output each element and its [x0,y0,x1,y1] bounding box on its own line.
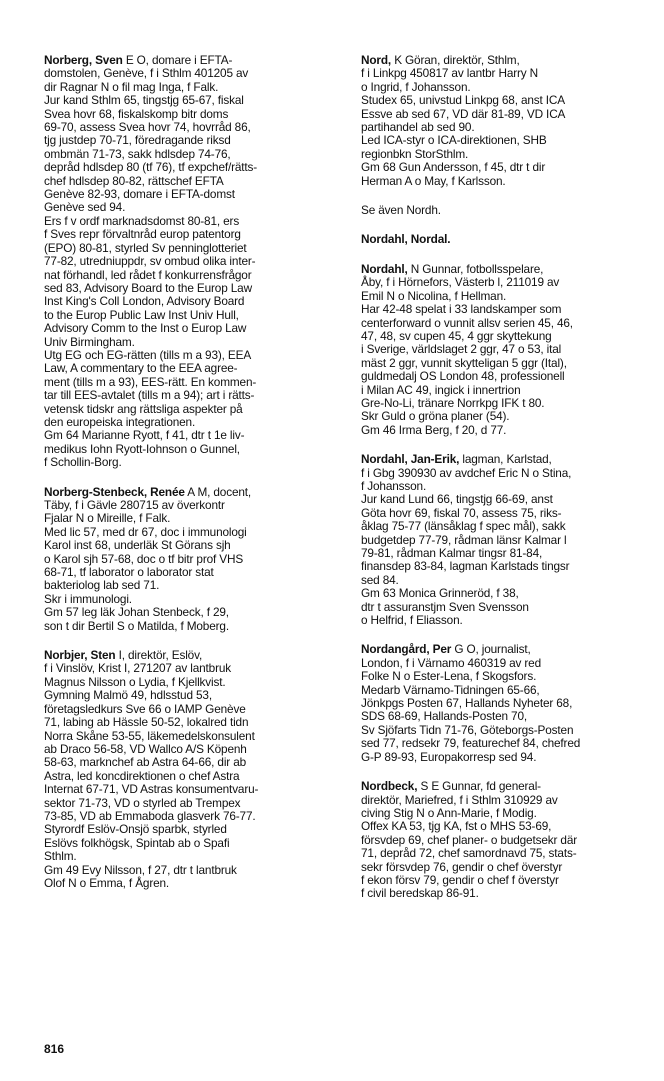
entry-line: Advisory Comm to the Inst o Europ Law [44,321,247,336]
entry-line: Skr i immunologi. [44,591,132,606]
entry-line: o Helfrid, f Eliasson. [361,613,463,628]
entry-line: chef hdlsdep 80-82, rättschef EFTA [44,173,224,188]
entry-line: 71, depråd 72, chef samordnavd 75, stats- [361,846,577,861]
entry-line: to the Europ Public Law Inst Univ Hull, [44,307,239,322]
entry-name: Nord, [361,53,392,67]
entry-line: tjg justdep 70-71, föredragande riksd [44,133,231,148]
entry-line: nat förhandl, led rådet f konkurrensfrågor [44,267,252,282]
cross-reference [361,204,651,217]
entry-line: 79-81, rådman Kalmar tingsr 81-84, [361,546,543,560]
entry-line: bakteriolog lab sed 71. [44,578,160,593]
entry-line: SDS 68-69, Hallands-Posten 70, [361,709,527,724]
biography-entry: Norbjer, Sten I, direktör, Eslöv, f i Vinslöv, Krist I, 271207 av lantbruk Magnus Nilsson o Lydia, f Kjellkvist. Gymning Malmö 49, hdlsstud 53, företagsledkurs Sve 66 o IAMP Genève 71, labing ab Hässle 50-52, lokalred tidn Norra Skåne 53-55, läkemedelskonsulent ab Draco 56-58, VD Wallco A/S Köpenh 58-63, marknchef ab Astra 64-66, dir ab Astra, led koncdirektionen o chef Astra Internat 67-71, VD Astras konsumentvaru- sektor 71-73, VD o styrled ab Trempex 73-85, VD ab Emmaboda glasverk 76-77. Styrordf Eslöv-Onsjö sparbk, styrled Eslövs folkhögsk, Spintab ab o Spafi Sthlm. Gm 49 Evy Nilsson, f 27, dtr t lantbruk Olof N o Emma, f Ågren. [44,649,344,890]
entry-line: 73-85, VD ab Emmaboda glasverk 76-77. [44,808,256,823]
entry-line: ab Draco 56-58, VD Wallco A/S Köpenh [44,741,247,756]
entry-line: försvdep 69, chef planer- o budgetsekr där [361,832,578,847]
entry-line: 71, labing ab Hässle 50-52, lokalred tidn [44,715,249,730]
entry-line: Gm 68 Gun Andersson, f 45, dtr t dir [361,160,546,175]
left-column [44,54,344,906]
entry-line: Åby, f i Hörnefors, Västerb l, 211019 av [361,275,560,290]
entry-line: vetensk tidskr ang rättsliga aspekter på [44,401,243,416]
entry-line: depråd hdlsdep 80 (tf 76), tf expchef/rätts- [44,160,258,175]
entry-name: Nordbeck, [361,779,418,794]
biography-entry: Norberg-Stenbeck, Renée A M, docent, Täby, f i Gävle 280715 av överkontr Fjalar N o Mireille, f Falk. Med lic 57, med dr 67, doc i immunologi Karol inst 68, underläk St Görans sjh o Karol sjh 57-68, doc o tf bitr prof VHS 68-71, tf laborator o laborator stat bakteriolog lab sed 71. Skr i immunologi. Gm 57 leg läk Johan Stenbeck, f 29, son t dir Bertil S o Matilda, f Moberg. [44,486,344,633]
entry-line: f civil beredskap 86-91. [361,886,479,901]
entry-line: Utg EG och EG-rätten (tills m a 93), EEA [44,347,252,362]
entry-line: ment (tills m a 93), EES-rätt. En kommen- [44,374,257,389]
entry-line: Norra Skåne 53-55, läkemedelskonsulent [44,728,255,743]
entry-line: Gm 57 leg läk Johan Stenbeck, f 29, [44,605,229,620]
entry-line: Gm 64 Marianne Ryott, f 41, dtr t 1e liv- [44,428,245,443]
entry-line: Offex KA 53, tjg KA, fst o MHS 53-69, [361,819,552,834]
entry-name: Norbjer, Sten [44,648,116,663]
entry-line: f i Linkpg 450817 av lantbr Harry N [361,66,539,81]
entry-line: Herman A o May, f Karlsson. [361,173,506,188]
entry-line: Genève 82-93, domare i EFTA-domst [44,187,235,202]
entry-line: åklag 75-77 (länsåklag f spec mål), sakk [361,519,566,534]
entry-line: f Sves repr förvaltnråd europ patentorg [44,227,241,242]
entry-line: Har 42-48 spelat i 33 landskamper som [361,302,562,317]
entry-line: Jur kand Lund 66, tingstjg 66-69, anst [361,492,553,507]
entry-name: Nordangård, Per [361,642,452,657]
entry-line: Svea hovr 68, fiskalskomp bitr doms [44,106,229,121]
entry-line: G-P 89-93, Europakorresp sed 94. [361,749,537,764]
right-column [361,54,651,917]
cross-reference-text: Se även Nordh. [361,203,441,218]
entry-line: Astra, led koncdirektionen o chef Astra [44,768,240,783]
entry-name: Norberg, Sven [44,53,123,67]
entry-line: Fjalar N o Mireille, f Falk. [44,511,171,526]
entry-line: i Sverige, världslaget 2 ggr, 47 o 53, ital [361,342,562,357]
entry-line: Jur kand Sthlm 65, tingstjg 65-67, fiskal [44,93,244,108]
entry-line: ombmän 71-73, sakk hdlsdep 74-76, [44,146,231,161]
entry-line: Gymning Malmö 49, hdlsstud 53, [44,688,212,703]
entry-line: sed 84. [361,572,399,587]
cross-reference-heading [361,233,651,246]
entry-line: Gm 49 Evy Nilsson, f 27, dtr t lantbruk [44,862,237,877]
biography-entry: Nordahl, N Gunnar, fotbollsspelare, Åby, f i Hörnefors, Västerb l, 211019 av Emil N o Nicolina, f Hellman. Har 42-48 spelat i 33 landskamper som centerforward o vunnit allsv serien 45, 46, 47, 48, sv cupen 45, 4 ggr skyttekung i Sverige, världslaget 2 ggr, 47 o 53, ital mäst 2 ggr, vunnit skytteligan 5 ggr (Ital), guldmedalj OS London 48, professionell i Milan AC 49, ingick i innertrion Gre-No-Li, tränare Norrkpg IFK t 80. Skr Guld o gröna planer (54). Gm 46 Irma Berg, f 20, d 77. [361,263,651,437]
entry-line: Skr Guld o gröna planer (54). [361,409,510,424]
entry-line: Magnus Nilsson o Lydia, f Kjellkvist. [44,674,226,689]
entry-line: Sv Sjöfarts Tidn 71-76, Göteborgs-Posten [361,722,574,737]
entry-line: tar till EES-avtalet (tills m a 94); art i rätts- [44,388,255,403]
entry-line: 58-63, marknchef ab Astra 64-66, dir ab [44,755,247,770]
entry-name: Nordahl, Nordal. [361,232,451,247]
entry-line: budgetdep 77-79, rådman länsr Kalmar l [361,532,567,547]
entry-line: f Schollin-Borg. [44,455,122,470]
entry-name: Norberg-Stenbeck, Renée [44,484,185,499]
entry-line: 69-70, assess Svea hovr 74, hovrråd 86, [44,120,251,135]
entry-line: Olof N o Emma, f Ågren. [44,875,170,890]
entry-line: Inst King's Coll London, Advisory Board [44,294,245,309]
entry-line: f i Vinslöv, Krist I, 271207 av lantbruk [44,661,232,676]
entry-line: f Johansson. [361,478,427,493]
entry-line: London, f i Värnamo 460319 av red [361,655,541,670]
entry-line: Göta hovr 69, fiskal 70, assess 75, riks- [361,505,562,520]
entry-line: Essve ab sed 67, VD där 81-89, VD ICA [361,106,566,121]
entry-line: dir Ragnar N o fil mag Inga, f Falk. [44,79,219,94]
entry-line: o Karol sjh 57-68, doc o tf bitr prof VHS [44,551,244,566]
entry-line: Ers f v ordf marknadsdomst 80-81, ers [44,213,240,228]
entry-line: 68-71, tf laborator o laborator stat [44,565,214,580]
entry-line: finansdep 83-84, lagman Karlstads tingsr [361,559,570,574]
entry-line: guldmedalj OS London 48, professionell [361,369,565,384]
entry-line: sekr försvdep 76, gendir o chef överstyr [361,859,563,874]
entry-line: regionbkn StorSthlm. [361,146,469,161]
entry-line: 47, 48, sv cupen 45, 4 ggr skyttekung [361,328,552,343]
entry-line: i Milan AC 49, ingick i innertrion [361,382,521,397]
entry-line: f ekon försv 79, gendir o chef f överstyr [361,872,559,887]
entry-line: Täby, f i Gävle 280715 av överkontr [44,498,225,512]
entry-line: Univ Birmingham. [44,334,135,349]
entry-line: Studex 65, univstud Linkpg 68, anst ICA [361,93,566,108]
entry-line: (EPO) 80-81, styrled Sv penninglotteriet [44,240,247,255]
biography-entry: Nord, K Göran, direktör, Sthlm, f i Linkpg 450817 av lantbr Harry N o Ingrid, f Johansson. Studex 65, univstud Linkpg 68, anst ICA Essve ab sed 67, VD där 81-89, VD ICA partihandel ab sed 90. Led ICA-styr o ICA-direktionen, SHB regionbkn StorSthlm. Gm 68 Gun Andersson, f 45, dtr t dir Herman A o May, f Karlsson. [361,54,651,188]
entry-line: Folke N o Ester-Lena, f Skogsfors. [361,669,537,684]
entry-line: sed 77, redsekr 79, featurechef 84, chefred [361,736,581,751]
entry-line: medikus Iohn Ryott-Iohnson o Gunnel, [44,441,240,456]
page-number: 816 [44,1042,65,1056]
entry-line: Med lic 57, med dr 67, doc i immunologi [44,524,247,539]
entry-line: företagsledkurs Sve 66 o IAMP Genève [44,701,246,716]
entry-line: mäst 2 ggr, vunnit skytteligan 5 ggr (Ital), [361,355,567,370]
biography-entry: Nordahl, Jan-Erik, lagman, Karlstad, f i Gbg 390930 av avdchef Eric N o Stina, f Johansson. Jur kand Lund 66, tingstjg 66-69, anst Göta hovr 69, fiskal 70, assess 75, riks- åklag 75-77 (länsåklag f spec mål), sakk budgetdep 77-79, rådman länsr Kalmar l 79-81, rådman Kalmar tingsr 81-84, finansdep 83-84, lagman Karlstads tingsr sed 84. Gm 63 Monica Grinneröd, f 38, dtr t assuranstjm Sven Svensson o Helfrid, f Eliasson. [361,453,651,627]
entry-line: partihandel ab sed 90. [361,120,475,135]
entry-line: Gm 46 Irma Berg, f 20, d 77. [361,422,507,437]
entry-line: Emil N o Nicolina, f Hellman. [361,288,507,303]
entry-line: son t dir Bertil S o Matilda, f Moberg. [44,618,229,633]
entry-line: Eslövs folkhögsk, Spintab ab o Spafi [44,835,230,850]
entry-line: Gm 63 Monica Grinneröd, f 38, [361,586,519,601]
entry-line: Led ICA-styr o ICA-direktionen, SHB [361,133,547,148]
entry-line: Karol inst 68, underläk St Görans sjh [44,538,231,553]
entry-line: civing Stig N o Ann-Marie, f Modig. [361,805,537,820]
entry-line: Law, A commentary to the EEA agree- [44,361,238,376]
entry-line: direktör, Mariefred, f i Sthlm 310929 av [361,792,558,807]
entry-line: Styrordf Eslöv-Onsjö sparbk, styrled [44,822,227,837]
entry-line: o Ingrid, f Johansson. [361,79,471,94]
entry-line: Internat 67-71, VD Astras konsumentvaru- [44,782,259,797]
entry-line: f i Gbg 390930 av avdchef Eric N o Stina, [361,465,572,480]
entry-line: Genève sed 94. [44,200,126,215]
biography-entry: Nordangård, Per G O, journalist, London, f i Värnamo 460319 av red Folke N o Ester-Lena, f Skogsfors. Medarb Värnamo-Tidningen 65-66, Jönkpgs Posten 67, Hallands Nyheter 68, SDS 68-69, Hallands-Posten 70, Sv Sjöfarts Tidn 71-76, Göteborgs-Posten sed 77, redsekr 79, featurechef 84, chefred G-P 89-93, Europakorresp sed 94. [361,643,651,764]
entry-line: den europeiska integrationen. [44,414,196,429]
entry-line: dtr t assuranstjm Sven Svensson [361,599,529,614]
entry-line: 77-82, utredniuppdr, sv ombud olika inter- [44,254,256,269]
entry-line: Jönkpgs Posten 67, Hallands Nyheter 68, [361,696,573,711]
entry-line: Sthlm. [44,849,77,864]
entry-name: Nordahl, Jan-Erik, [361,452,460,467]
entry-line: sektor 71-73, VD o styrled ab Trempex [44,795,241,810]
entry-line: centerforward o vunnit allsv serien 45, 46, [361,315,573,330]
entry-line: Medarb Värnamo-Tidningen 65-66, [361,682,540,697]
biography-entry: Nordbeck, S E Gunnar, fd general- direktör, Mariefred, f i Sthlm 310929 av civing Stig N o Ann-Marie, f Modig. Offex KA 53, tjg KA, fst o MHS 53-69, försvdep 69, chef planer- o budgetsekr där 71, depråd 72, chef samordnavd 75, stats- sekr försvdep 76, gendir o chef överstyr f ekon försv 79, gendir o chef f överstyr f civil beredskap 86-91. [361,780,651,901]
biography-entry: Norberg, Sven E O, domare i EFTA- domstolen, Genève, f i Sthlm 401205 av dir Ragnar N o fil mag Inga, f Falk. Jur kand Sthlm 65, tingstjg 65-67, fiskal Svea hovr 68, fiskalskomp bitr doms 69-70, assess Svea hovr 74, hovrråd 86, tjg justdep 70-71, föredragande riksd ombmän 71-73, sakk hdlsdep 74-76, depråd hdlsdep 80 (tf 76), tf expchef/rätts- chef hdlsdep 80-82, rättschef EFTA Genève 82-93, domare i EFTA-domst Genève sed 94. Ers f v ordf marknadsdomst 80-81, ers f Sves repr förvaltnråd europ patentorg (EPO) 80-81, styrled Sv penninglotteriet 77-82, utredniuppdr, sv ombud olika inter- nat förhandl, led rådet f konkurrensfrågor sed 83, Advisory Board to the Europ Law Inst King's Coll London, Advisory Board to the Europ Public Law Inst Univ Hull, Advisory Comm to the Inst o Europ Law Univ Birmingham. Utg EG och EG-rätten (tills m a 93), EEA Law, A commentary to the EEA agree- ment (tills m a 93), EES-rätt. En kommen- tar till EES-avtalet (tills m a 94); art i rätts- vetensk tidskr ang rättsliga aspekter på den europeiska integrationen. Gm 64 Marianne Ryott, f 41, dtr t 1e liv- medikus Iohn Ryott-Iohnson o Gunnel, f Schollin-Borg. [44,54,344,470]
entry-line: sed 83, Advisory Board to the Europ Law [44,280,252,295]
entry-name: Nordahl, [361,261,408,276]
entry-line: Gre-No-Li, tränare Norrkpg IFK t 80. [361,395,545,410]
entry-line: domstolen, Genève, f i Sthlm 401205 av [44,66,249,81]
